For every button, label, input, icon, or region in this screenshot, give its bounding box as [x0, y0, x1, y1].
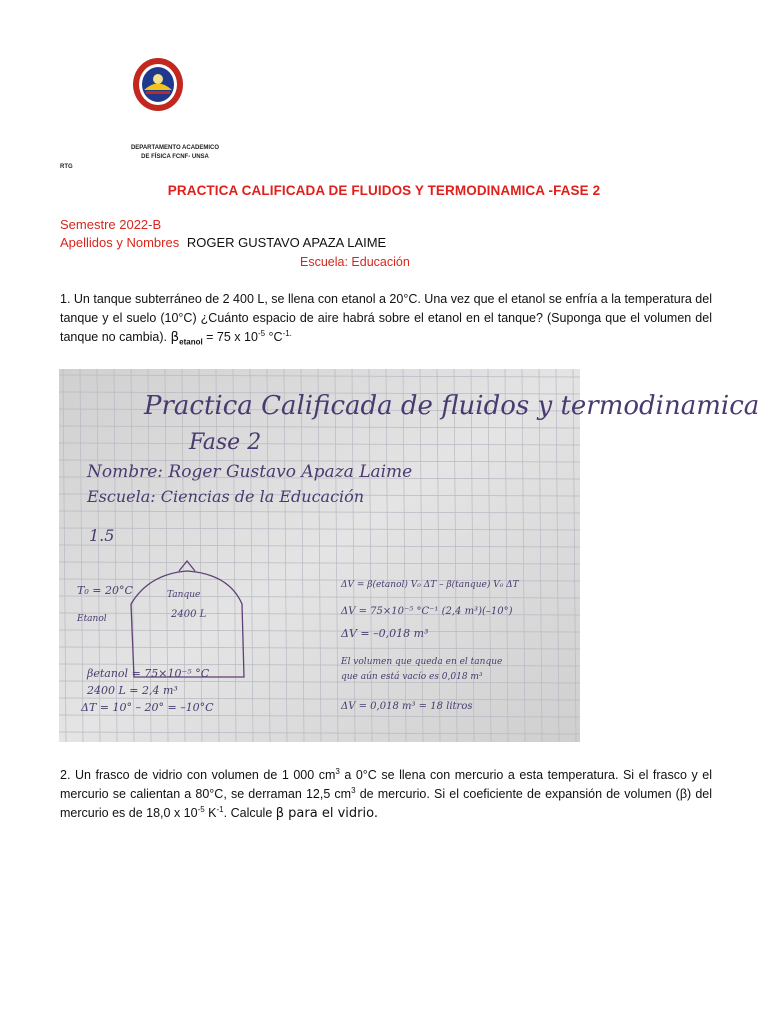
hw-heading: Practica Calificada de fluidos y termodinamica	[144, 391, 760, 421]
semester-label: Semestre 2022-B	[60, 217, 162, 232]
names-value: ROGER GUSTAVO APAZA LAIME	[186, 235, 387, 250]
department-heading	[120, 144, 230, 162]
problem-2-exp-b: 3	[351, 785, 356, 795]
problem-2-exp-d: -1	[216, 804, 224, 814]
hw-dt-line: ΔT = 10° – 20° = –10°C	[81, 701, 214, 714]
hw-escuela: Escuela: Ciencias de la Educación	[87, 487, 365, 506]
department-line-2: DE FÍSICA FCNF- UNSA	[141, 154, 209, 160]
problem-2-text-d: K	[204, 806, 217, 820]
department-line-1: DEPARTAMENTO ACADEMICO	[130, 145, 220, 151]
problem-2-text-e: . Calcule	[223, 806, 276, 820]
problem-2-exp-a: 3	[335, 766, 340, 776]
page-title: PRACTICA CALIFICADA DE FLUIDOS Y TERMODINAMICA -FASE 2	[167, 183, 601, 198]
hw-etanol: Etanol	[77, 614, 107, 624]
problem-2-text-a: 2. Un frasco de vidrio con volumen de 1 000 cm	[60, 768, 336, 782]
hw-eq3: ΔV = –0,018 m³	[341, 627, 429, 640]
hw-fase: Fase 2	[189, 430, 262, 455]
problem-2-exp-c: -5	[197, 804, 205, 814]
names-label: Apellidos y Nombres	[60, 235, 180, 250]
beta-value: = 75 x 10	[202, 330, 258, 344]
problem-2-statement	[60, 766, 712, 823]
hw-result: ΔV = 0,018 m³ = 18 litros	[341, 701, 473, 712]
hw-t-label: T₀ = 20°C	[77, 584, 133, 597]
problem-1-text: 1. Un tanque subterráneo de 2 400 L, se llena con etanol a 20°C. Una vez que el etanol se enfría a la temperatura del tanque y el suelo (10°C) ¿Cuánto espacio de aire habrá sobre el etanol en el tanque? (Suponga que el volumen del tanque no cambia).	[60, 292, 712, 344]
hw-item: 1.5	[89, 526, 115, 545]
handwritten-solution-photo	[59, 369, 760, 742]
hw-volume: 2400 L	[171, 609, 207, 620]
beta-unit-exponent: -1.	[282, 328, 292, 338]
hw-conv-line: 2400 L = 2,4 m³	[87, 684, 178, 697]
hw-tank-label: Tanque	[167, 590, 201, 600]
problem-2-text-b: a 0°C se llena con mercurio a esta temperatura. Si el frasco y el mercurio se calientan a 80°C, se derraman 12,5 cm	[60, 768, 712, 801]
beta-exponent: -5	[257, 328, 266, 338]
hw-eq2: ΔV = 75×10⁻⁵ °C⁻¹ (2,4 m³)(–10°)	[341, 606, 513, 617]
problem-2-tail: β para el vidrio.	[275, 806, 378, 821]
beta-symbol: β	[170, 329, 180, 345]
beta-unit: °C	[265, 330, 283, 344]
hw-eq1: ΔV = β(etanol) V₀ ΔT – β(tanque) V₀ ΔT	[341, 580, 519, 590]
problem-2-text-c: de mercurio. Si el coeficiente de expansión de volumen (β) del mercurio es de 18,0 x 10	[60, 787, 713, 820]
hw-note2: que aún está vacío es 0,018 m³	[341, 672, 483, 682]
student-names-row	[60, 235, 386, 250]
problem-1-statement	[60, 290, 712, 347]
hw-nombre: Nombre: Roger Gustavo Apaza Laime	[87, 462, 413, 482]
university-seal-logo	[132, 57, 184, 112]
document-code: RTG	[60, 164, 73, 170]
hw-note1: El volumen que queda en el tanque	[341, 657, 503, 667]
school-label: Escuela: Educación	[300, 255, 410, 269]
hw-beta-line: βetanol = 75×10⁻⁵ °C	[87, 667, 210, 680]
beta-subscript: etanol	[179, 337, 203, 347]
